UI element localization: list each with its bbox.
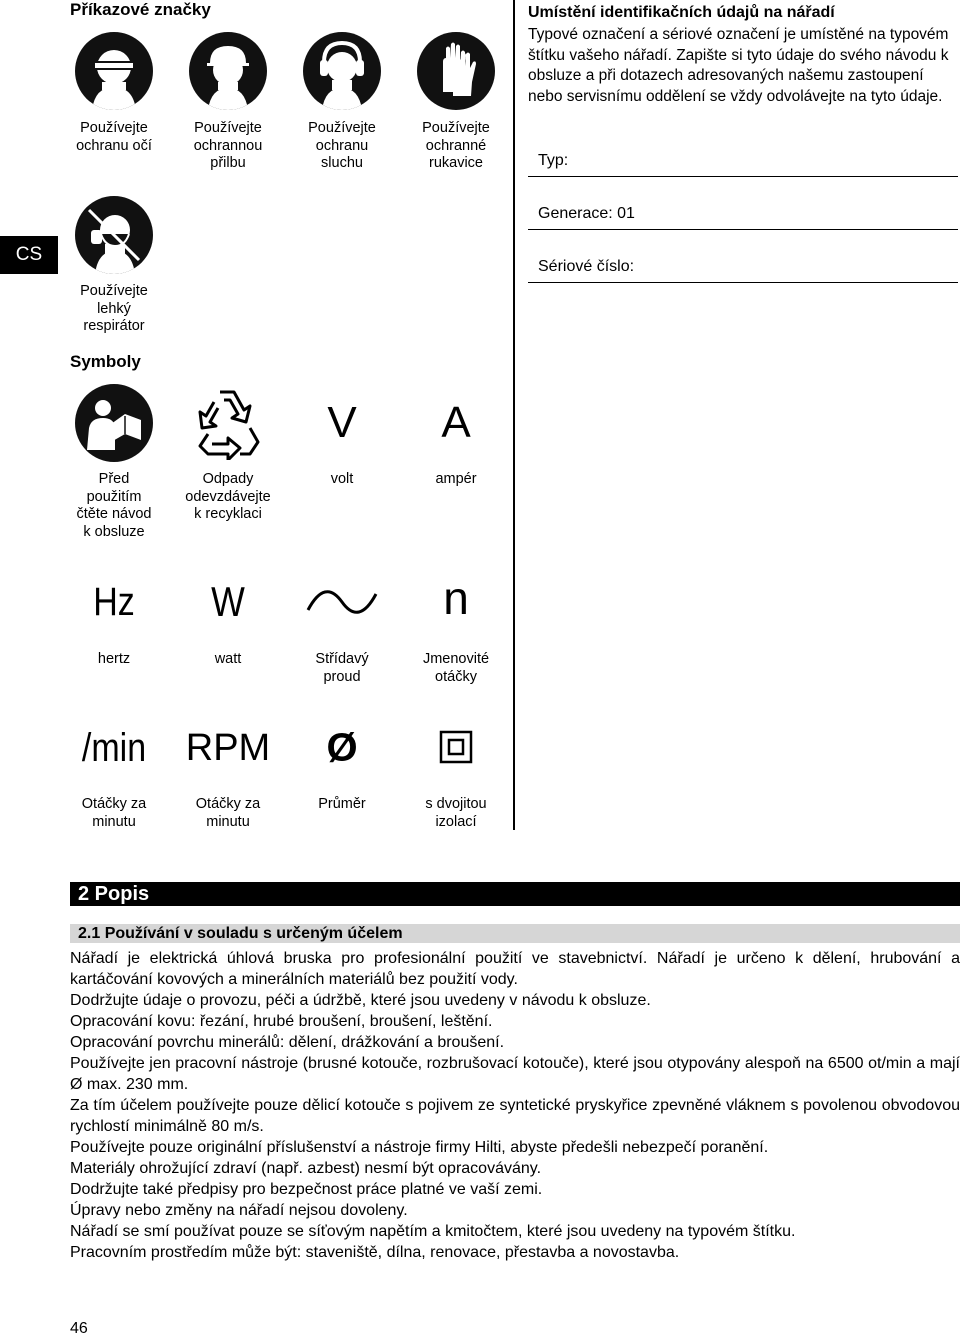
serial-number-field-label: Sériové číslo: xyxy=(538,258,635,275)
section-title: 2 Popis xyxy=(70,882,960,906)
mandatory-signs-heading: Příkazové značky xyxy=(70,0,211,19)
symbol-label: Před použitím čtěte návod k obsluze xyxy=(76,471,152,540)
hertz-symbol: Hz xyxy=(93,580,135,624)
serial-number-field xyxy=(528,258,958,283)
symbol-label: volt xyxy=(330,471,354,487)
symbol-label: Jmenovité otáčky xyxy=(422,651,490,685)
identification-heading: Umístění identifikačních údajů na nářadí xyxy=(528,4,835,21)
paragraph: Nářadí je elektrická úhlová bruska pro profesionální použití ve stavebnictví. Nářadí je určeno k dělení, hrubování a kartáčování kovových a minerálních materiálů bez použití vody. xyxy=(70,950,960,988)
mandatory-sign-label: Používejte ochranu očí xyxy=(76,120,152,154)
watt-symbol: W xyxy=(211,578,245,625)
symbol-label: Otáčky za minutu xyxy=(195,796,261,830)
symbol-label: Průměr xyxy=(318,796,366,812)
mandatory-sign-label: Používejte ochranné rukavice xyxy=(422,120,490,171)
paragraph: Používejte jen pracovní nástroje (brusné kotouče, rozbrušovací kotouče), které jsou otypovány alespoň na 6500 ot/min a mají Ø max. 230 mm. xyxy=(70,1055,960,1093)
symbol-label: ampér xyxy=(435,471,477,487)
read-manual-icon xyxy=(75,384,153,462)
symbol-label: Otáčky za minutu xyxy=(81,796,147,830)
page-number: 46 xyxy=(70,1320,88,1337)
alternating-current-icon xyxy=(285,584,399,625)
diameter-symbol: Ø xyxy=(326,726,358,770)
rpm-symbol: RPM xyxy=(185,727,271,769)
gloves-icon xyxy=(417,32,495,110)
generation-field xyxy=(528,205,958,230)
hard-hat-icon xyxy=(189,32,267,110)
section-body xyxy=(70,948,960,1263)
double-insulation-icon xyxy=(399,730,513,769)
symbol-label: watt xyxy=(214,651,242,667)
paragraph: Opracování povrchu minerálů: dělení, drážkování a broušení. xyxy=(70,1034,505,1051)
symbol-label: Střídavý proud xyxy=(315,651,369,685)
mandatory-sign-label: Používejte ochrannou přilbu xyxy=(193,120,263,171)
column-divider xyxy=(513,0,515,830)
type-field-label: Typ: xyxy=(538,152,569,169)
paragraph: Nářadí se smí používat pouze se síťovým napětím a kmitočtem, které jsou uvedeny na typovém štítku. xyxy=(70,1223,796,1240)
ampere-symbol: A xyxy=(441,398,471,447)
subsection-title: 2.1 Používání v souladu s určeným účelem xyxy=(70,924,960,943)
volt-symbol: V xyxy=(327,398,357,447)
generation-field-label: Generace: 01 xyxy=(538,205,635,222)
paragraph: Používejte pouze originální příslušenství a nástroje firmy Hilti, abyste předešli nebezpečí poranění. xyxy=(70,1139,769,1156)
paragraph: Úpravy nebo změny na nářadí nejsou dovoleny. xyxy=(70,1202,408,1219)
symbol-label: hertz xyxy=(97,651,131,667)
eye-protection-icon xyxy=(75,32,153,110)
rated-speed-symbol: n xyxy=(443,572,469,624)
language-tab: CS xyxy=(0,236,58,274)
per-minute-symbol: /min xyxy=(81,726,147,770)
type-field xyxy=(528,152,958,177)
paragraph: Pracovním prostředím může být: staveniště, dílna, renovace, přestavba a novostavba. xyxy=(70,1244,680,1261)
paragraph: Dodržujte údaje o provozu, péči a údržbě, které jsou uvedeny v návodu k obsluze. xyxy=(70,992,651,1009)
recycle-icon xyxy=(171,384,285,465)
identification-text: Typové označení a sériové označení je umístěné na typovém štítku vašeho nářadí. Zapište si tyto údaje do svého návodu k obsluze a při dotazech adresovaných našemu zastoupení nebo servisnímu oddělení se vždy odvolávejte na tyto údaje. xyxy=(528,26,949,105)
symbol-label: Odpady odevzdávejte k recyklaci xyxy=(185,471,271,522)
symbol-label: s dvojitou izolací xyxy=(425,796,487,830)
paragraph: Za tím účelem používejte pouze dělicí kotouče s pojivem ze syntetické pryskyřice zpevněné vláknem s povolenou obvodovou rychlostí minimálně 80 m/s. xyxy=(70,1097,960,1135)
paragraph: Dodržujte také předpisy pro bezpečnost práce platné ve vaší zemi. xyxy=(70,1181,543,1198)
mandatory-sign-label: Používejte lehký respirátor xyxy=(80,283,148,334)
respirator-icon xyxy=(75,196,153,274)
ear-protection-icon xyxy=(303,32,381,110)
paragraph: Materiály ohrožující zdraví (např. azbest) nesmí být opracovávány. xyxy=(70,1160,542,1177)
mandatory-sign-label: Používejte ochranu sluchu xyxy=(308,120,376,171)
paragraph: Opracování kovu: řezání, hrubé broušení, broušení, leštění. xyxy=(70,1013,493,1030)
symbols-heading: Symboly xyxy=(70,352,141,371)
